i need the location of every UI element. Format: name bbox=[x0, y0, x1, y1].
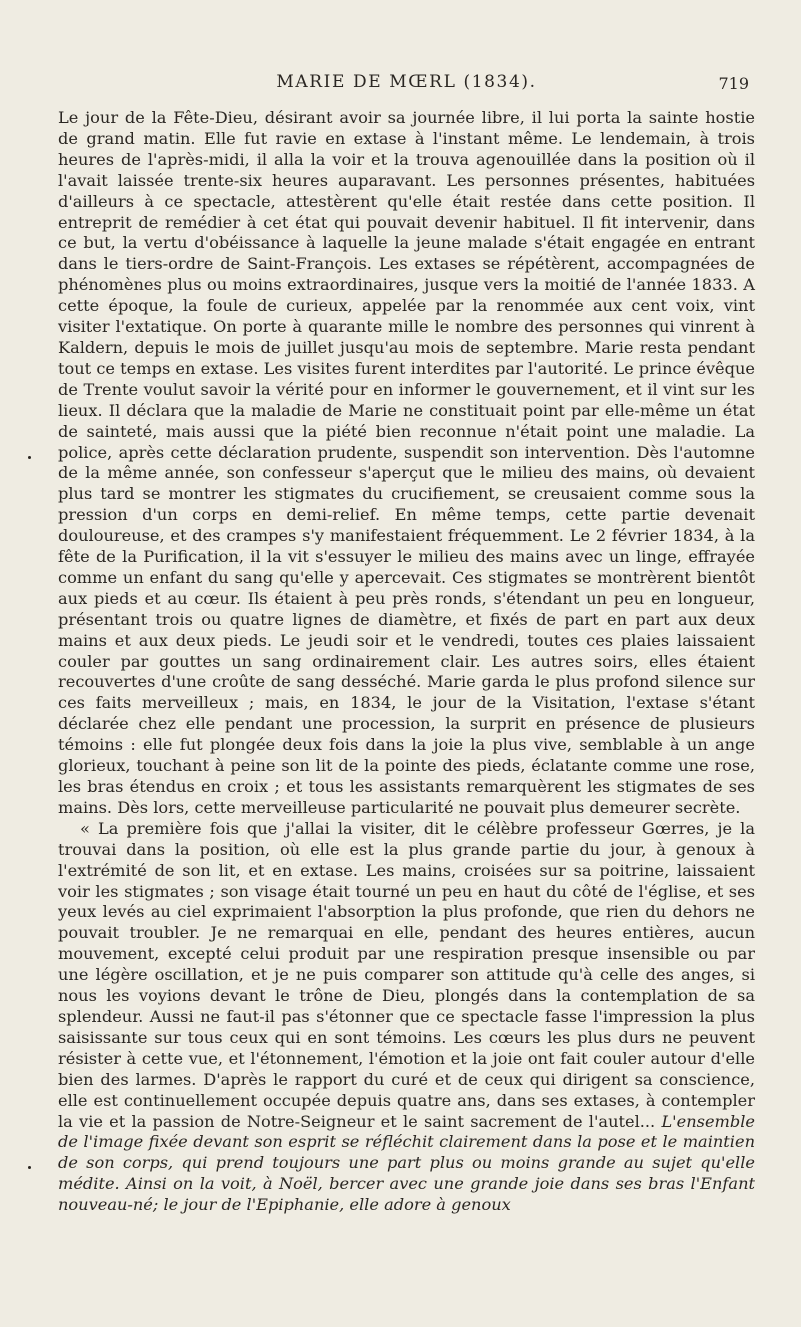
margin-speck bbox=[28, 456, 31, 459]
paragraph-2 bbox=[58, 819, 755, 1216]
paragraph-1-text: Le jour de la Fête-Dieu, désirant avoir sa journée libre, il lui porta la sainte hostie de grand matin. Elle fut ravie en extase à l'instant même. Le lendemain, à trois heures de l'après-midi, il alla la voir et la trouva agenouillée dans la position où il l'avait laissée trente-six heures auparavant. Les personnes présentes, habituées d'ailleurs à ce spectacle, attestèrent qu'elle était restée dans cette position. Il entreprit de remédier à cet état qui pouvait devenir habituel. Il fit intervenir, dans ce but, la vertu d'obéissance à laquelle la jeune malade s'était engagée en entrant dans le tiers-ordre de Saint-François. Les extases se répétèrent, accompagnées de phénomènes plus ou moins extraordinaires, jusque vers la moitié de l'année 1833. A cette époque, la foule de curieux, appelée par la renommée aux cent voix, vint visiter l'extatique. On porte à quarante mille le nombre des personnes qui vinrent à Kaldern, depuis le mois de juillet jusqu'au mois de septembre. Marie resta pendant tout ce temps en extase. Les visites furent interdites par l'autorité. Le prince évêque de Trente voulut savoir la vérité pour en informer le gouvernement, et il vint sur les lieux. Il déclara que la maladie de Marie ne constituait point par elle-même un état de sainteté, mais aussi que la piété bien reconnue n'était point une maladie. La police, après cette déclaration prudente, suspendit son intervention. Dès l'automne de la même année, son confesseur s'aperçut que le milieu des mains, où devaient plus tard se montrer les stigmates du crucifiement, se creusaient comme sous la pression d'un corps en demi-relief. En même temps, cette partie devenait douloureuse, et des crampes s'y manifestaient fréquemment. Le 2 février 1834, à la fête de la Purification, il la vit s'essuyer le milieu des mains avec un linge, effrayée comme un enfant du sang qu'elle y apercevait. Ces stigmates se montrèrent bientôt aux pieds et au cœur. Ils étaient à peu près ronds, s'étendant un peu en longueur, présentant trois ou quatre lignes de diamètre, et fixés de part en part aux deux mains et aux deux pieds. Le jeudi soir et le vendredi, toutes ces plaies laissaient couler par gouttes un sang ordinairement clair. Les autres soirs, elles étaient recouvertes d'une croûte de sang desséché. Marie garda le plus profond silence sur ces faits merveilleux ; mais, en 1834, le jour de la Visitation, l'extase s'étant déclarée chez elle pendant une procession, la surprit en présence de plusieurs témoins : elle fut plongée deux fois dans la joie la plus vive, semblable à un ange glorieux, touchant à peine son lit de la pointe des pieds, éclatante comme une rose, les bras étendus en croix ; et tous les assistants remarquèrent les stigmates de ses mains. Dès lors, cette merveilleuse particularité ne pouvait plus demeurer secrète. bbox=[58, 108, 755, 817]
paragraph-2-italic-text: L'ensemble de l'image fixée devant son esprit se réfléchit clairement dans la pose et le maintien de son corps, qui prend toujours une part plus ou moins grande au sujet qu'elle médite. Ainsi on la voit, à Noël, bercer avec une grande joie dans ses bras l'Enfant nouveau-né; le jour de l'Epiphanie, elle adore à genoux bbox=[58, 1111, 755, 1215]
paragraph-1 bbox=[58, 108, 755, 819]
page-header bbox=[58, 72, 755, 108]
margin-speck bbox=[28, 1166, 31, 1169]
page-number: 719 bbox=[718, 74, 749, 93]
body-text bbox=[58, 108, 755, 1216]
running-title: MARIE DE MŒRL (1834). bbox=[276, 72, 537, 92]
paragraph-2-text: « La première fois que j'allai la visiter, dit le célèbre professeur Gœrres, je la trouvai dans la position, où elle est la plus grande partie du jour, à genoux à l'extrémité de son lit, et en extase. Les mains, croisées sur sa poitrine, laissaient voir les stigmates ; son visage était tourné un peu en haut du côté de l'église, et ses yeux levés au ciel exprimaient l'absorption la plus profonde, que rien du dehors ne pouvait troubler. Je ne remarquai en elle, pendant des heures entières, aucun mouvement, excepté celui produit par une respiration presque insensible ou par une légère oscillation, et je ne puis comparer son attitude qu'à celle des anges, si nous les voyions devant le trône de Dieu, plongés dans la contemplation de sa splendeur. Aussi ne faut-il pas s'étonner que ce spectacle fasse l'impression la plus saisissante sur tous ceux qui en sont témoins. Les cœurs les plus durs ne peuvent résister à cette vue, et l'étonnement, l'émotion et la joie ont fait couler autour d'elle bien des larmes. D'après le rapport du curé et de ceux qui dirigent sa conscience, elle est continuellement occupée depuis quatre ans, dans ses extases, à contempler la vie et la passion de Notre-Seigneur et le saint sacrement de l'autel... bbox=[58, 818, 755, 1131]
